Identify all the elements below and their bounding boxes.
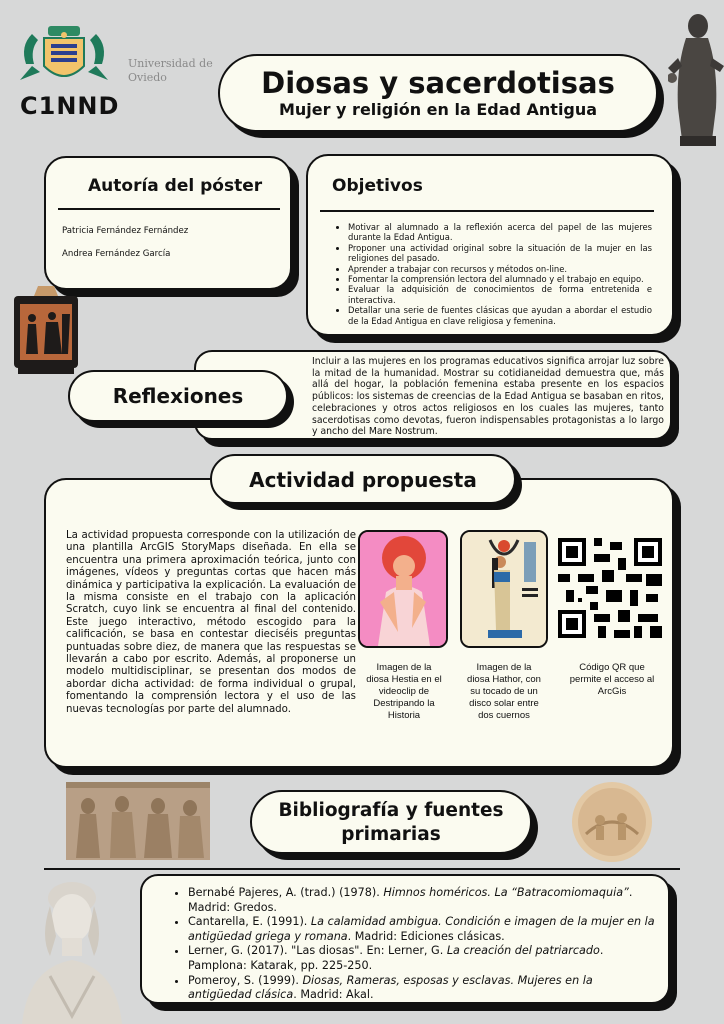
bibliography-card <box>140 874 670 1004</box>
qr-caption: Código QR que permite el acceso al ArcGis <box>569 662 655 697</box>
authors-heading: Autoría del póster <box>88 176 263 196</box>
reflections-heading-pill <box>68 370 288 422</box>
university-name: Universidad de Oviedo <box>128 57 213 84</box>
activity-card <box>44 478 674 768</box>
round-relief-image <box>570 780 654 864</box>
authors-card <box>44 156 292 290</box>
list-item: • Cantarella, E. (1991). La calamidad ambigua. Condición e imagen de la mujer en la antigüedad griega y romana. Madrid: Ediciones clásicas. <box>188 915 658 944</box>
list-item: • Aprender a trabajar con recursos y métodos on-line. <box>348 264 652 274</box>
divider <box>58 208 280 210</box>
activity-heading: Actividad propuesta <box>249 468 477 492</box>
activity-heading-pill <box>210 454 516 504</box>
list-item: • Detallar una serie de fuentes clásicas que ayudan a abordar el estudio de la Edad Antigua en clave religiosa y femenina. <box>348 305 652 326</box>
title-banner <box>218 54 658 132</box>
hestia-image <box>358 530 448 648</box>
qr-code[interactable] <box>558 538 662 638</box>
list-item: • Evaluar la adquisición de conocimientos de forma entretenida e interactiva. <box>348 284 652 305</box>
bibliography-heading-line2: primarias <box>341 824 441 845</box>
page-title: Diosas y sacerdotisas <box>261 66 615 100</box>
logo-text: C1NND <box>20 92 120 120</box>
hathor-image <box>460 530 548 648</box>
list-item: • Lerner, G. (2017). "Las diosas". En: Lerner, G. La creación del patriarcado. Pamplona: Katarak, pp. 225-250. <box>188 944 658 973</box>
reflections-heading: Reflexiones <box>112 384 244 408</box>
objectives-heading: Objetivos <box>332 176 423 196</box>
list-item: • Bernabé Pajeres, A. (trad.) (1978). Himnos homéricos. La “Batracomiomaquia”. Madrid: Gredos. <box>188 886 658 915</box>
logo <box>18 24 110 90</box>
hathor-caption: Imagen de la diosa Hathor, con su tocado de un disco solar entre dos cuernos <box>467 662 541 721</box>
objectives-list <box>334 222 652 326</box>
hestia-caption: Imagen de la diosa Hestia en el videoclip de Destripando la Historia <box>366 662 442 721</box>
statue-image <box>668 8 724 148</box>
bibliography-heading <box>252 799 530 847</box>
list-item: • Fomentar la comprensión lectora del alumnado y el trabajo en equipo. <box>348 274 652 284</box>
relief-image <box>66 782 210 860</box>
page-subtitle: Mujer y religión en la Edad Antigua <box>278 100 598 119</box>
bust-image <box>10 876 134 1024</box>
author-name: Patricia Fernández Fernández <box>62 226 189 236</box>
objectives-card <box>306 154 674 336</box>
bibliography-heading-pill <box>250 790 532 854</box>
coat-of-arms-icon <box>18 24 110 90</box>
activity-text: La actividad propuesta corresponde con la utilización de una plantilla ArcGIS StoryMaps diseñada. En ella se encuentra una primera aproximación teórica, junto con imágenes, vídeos y preguntas cortas que hacen más dinámica y participativa la explicación. La evaluación de la misma consiste en el trabajo con la aplicación Scratch, cuyo link se encuentra al final del contenido. Este juego interactivo, método escogido para la calificación, se basa en contestar dieciséis preguntas puntuadas sobre diez, de manera que las respuestas se llevarán a cabo por escrito. Además, al proponerse un modelo multidisciplinar, se presentan dos modos de abordar dicha actividad: de forma individual o grupal, fomentando la comprensión lectora y el uso de las nuevas tecnologías por parte del alumnado. <box>66 530 356 715</box>
divider <box>44 868 680 870</box>
list-item: • Motivar al alumnado a la reflexión acerca del papel de las mujeres durante la Edad Antigua. <box>348 222 652 243</box>
list-item: • Proponer una actividad original sobre la situación de la mujer en las religiones del pasado. <box>348 243 652 264</box>
list-item: • Pomeroy, S. (1999). Diosas, Rameras, esposas y esclavas. Mujeres en la antigüedad clásica. Madrid: Akal. <box>188 974 658 1003</box>
bibliography-list <box>174 886 658 1003</box>
divider <box>320 210 654 212</box>
reflections-text: Incluir a las mujeres en los programas educativos significa arrojar luz sobre la mitad de la humanidad. Mostrar su cotidianeidad demuestra que, más allá del hogar, la población femenina estaba presente en los espacios públicos: los sistemas de creencias de la Edad Antigua se basaban en ritos, celebraciones y otros actos religiosos en los cuales las mujeres, tanto sacerdotisas como devotas, fueron indispensables protagonistas a lo largo y ancho del Mare Nostrum. <box>312 356 664 438</box>
author-name: Andrea Fernández García <box>62 249 171 259</box>
bibliography-heading-line1: Bibliografía y fuentes <box>278 800 504 821</box>
greek-vase-image <box>8 284 84 376</box>
